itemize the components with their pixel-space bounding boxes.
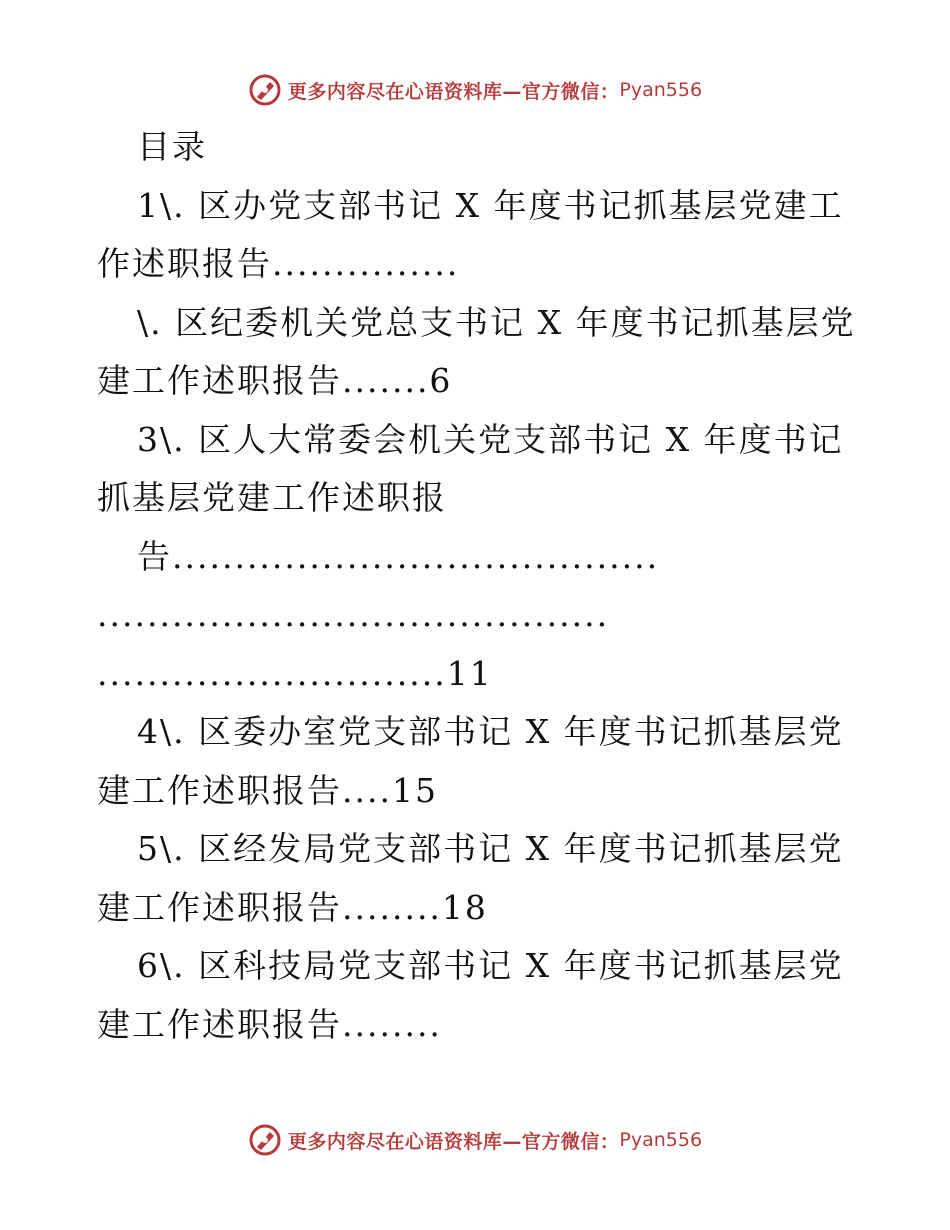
toc-line: 抓基层党建工作述职报 [97,478,447,517]
toc-line: 1\. 区办党支部书记 X 年度书记抓基层党建工 [137,185,844,225]
watermark-banner-top [0,70,950,110]
watermark-banner-bottom [0,1120,950,1160]
watermark-text: 更多内容尽在心语资料库—官方微信： [287,80,620,103]
pen-nib-logo-icon [248,1123,282,1157]
toc-line: 告....................................... [137,536,660,576]
toc-line: 3\. 区人大常委会机关党支部书记 X 年度书记 [137,419,844,459]
toc-heading: 目录 [137,127,207,166]
watermark-text: 更多内容尽在心语资料库—官方微信： [287,1130,620,1153]
toc-line: 5\. 区经发局党支部书记 X 年度书记抓基层党 [137,829,844,868]
toc-line: ............................11 [97,653,493,693]
toc-line: \. 区纪委机关党总支书记 X 年度书记抓基层党 [137,302,856,342]
toc-line: 4\. 区委办室党支部书记 X 年度书记抓基层党 [137,712,844,751]
table-of-contents [97,118,857,1054]
watermark-wechat-id: Pyan556 [619,79,703,101]
toc-line: 建工作述职报告.......6 [97,361,453,400]
pen-nib-logo-icon [248,73,282,107]
toc-line: 建工作述职报告........ [97,1004,442,1044]
toc-line: ......................................... [97,595,610,634]
watermark-wechat-id: Pyan556 [619,1129,703,1151]
toc-line: 作述职报告............... [97,244,460,283]
toc-line: 建工作述职报告........18 [97,887,488,927]
toc-line: 建工作述职报告....15 [97,770,438,810]
toc-line: 6\. 区科技局党支部书记 X 年度书记抓基层党 [137,946,844,985]
